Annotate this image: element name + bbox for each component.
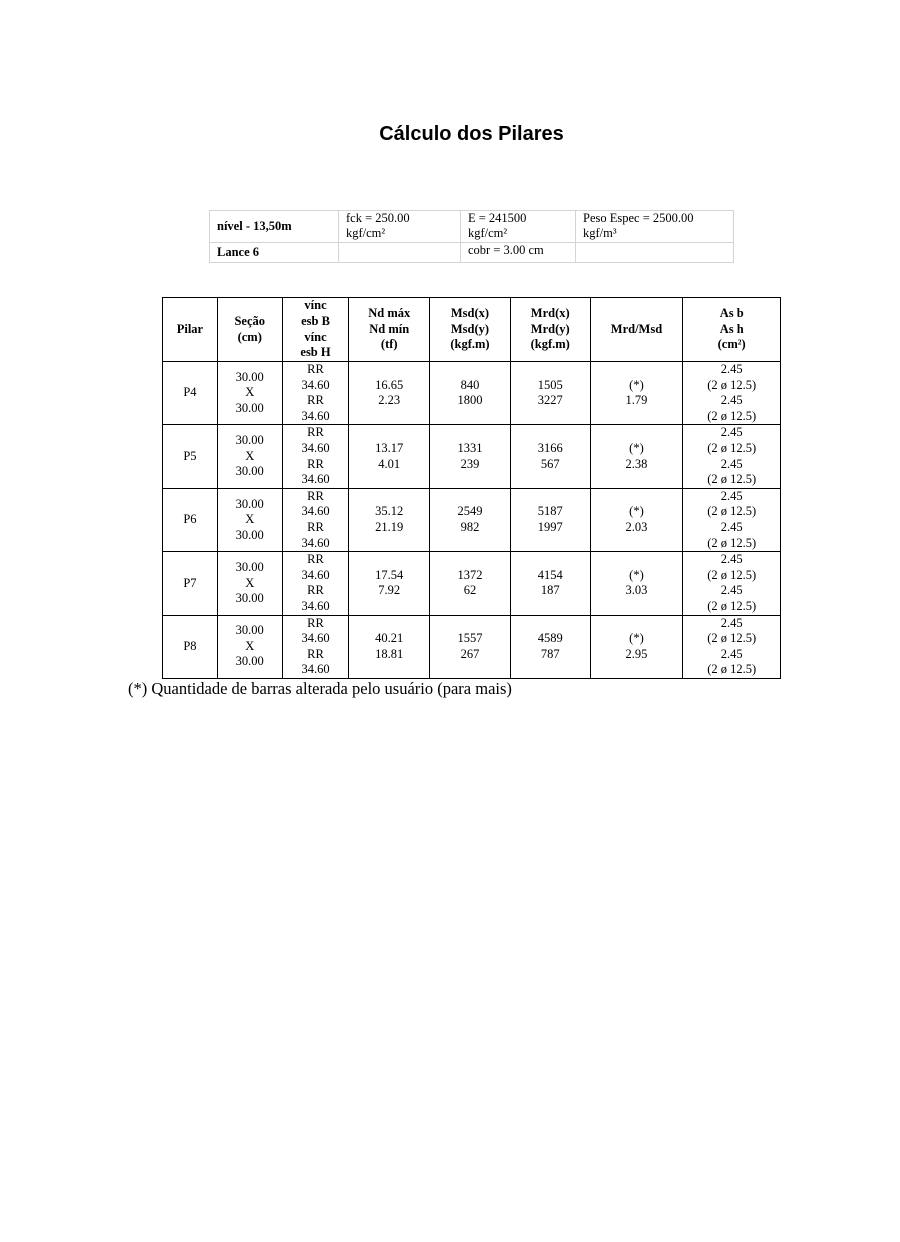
cell-msd: 840 1800 [430,362,511,425]
cell-nd: 16.65 2.23 [349,362,430,425]
empty-cell [339,243,461,263]
cell-pilar: P7 [163,552,218,615]
cell-mrd: 1505 3227 [510,362,590,425]
cell-nd: 17.54 7.92 [349,552,430,615]
table-row [163,615,781,678]
header-nd: Nd máx Nd mín (tf) [349,298,430,362]
cell-secao: 30.00 X 30.00 [217,615,282,678]
cell-mrd: 4154 187 [510,552,590,615]
header-mrd: Mrd(x) Mrd(y) (kgf.m) [510,298,590,362]
cell-ratio: (*) 2.95 [590,615,683,678]
cell-msd: 2549 982 [430,488,511,551]
cell-secao: 30.00 X 30.00 [217,552,282,615]
header-pilar: Pilar [163,298,218,362]
parameters-table [209,210,734,263]
cell-mrd: 5187 1997 [510,488,590,551]
table-row [163,362,781,425]
lance-label: Lance 6 [210,243,339,263]
cell-secao: 30.00 X 30.00 [217,425,282,488]
header-secao: Seção (cm) [217,298,282,362]
cell-as: 2.45 (2 ø 12.5) 2.45 (2 ø 12.5) [683,362,781,425]
cell-secao: 30.00 X 30.00 [217,362,282,425]
cell-pilar: P8 [163,615,218,678]
header-mrd-msd: Mrd/Msd [590,298,683,362]
cell-as: 2.45 (2 ø 12.5) 2.45 (2 ø 12.5) [683,425,781,488]
cell-vinc: RR 34.60 RR 34.60 [282,615,349,678]
cell-as: 2.45 (2 ø 12.5) 2.45 (2 ø 12.5) [683,552,781,615]
cell-as: 2.45 (2 ø 12.5) 2.45 (2 ø 12.5) [683,488,781,551]
cell-vinc: RR 34.60 RR 34.60 [282,552,349,615]
page-title: Cálculo dos Pilares [379,123,564,145]
cell-msd: 1557 267 [430,615,511,678]
cell-vinc: RR 34.60 RR 34.60 [282,362,349,425]
rows-body [163,362,781,679]
peso-cell: Peso Espec = 2500.00 kgf/m³ [576,211,734,243]
cell-ratio: (*) 3.03 [590,552,683,615]
table-row [163,488,781,551]
cell-msd: 1331 239 [430,425,511,488]
table-row [163,552,781,615]
cell-pilar: P5 [163,425,218,488]
fck-cell: fck = 250.00 kgf/cm² [339,211,461,243]
cell-pilar: P6 [163,488,218,551]
cell-mrd: 3166 567 [510,425,590,488]
pillars-table [162,297,781,679]
nivel-label: nível - 13,50m [210,211,339,243]
cell-vinc: RR 34.60 RR 34.60 [282,425,349,488]
cell-vinc: RR 34.60 RR 34.60 [282,488,349,551]
header-msd: Msd(x) Msd(y) (kgf.m) [430,298,511,362]
cell-mrd: 4589 787 [510,615,590,678]
e-cell: E = 241500 kgf/cm² [461,211,576,243]
cell-pilar: P4 [163,362,218,425]
header-vinc-esb: vínc esb B vínc esb H [282,298,349,362]
header-as: As b As h (cm²) [683,298,781,362]
footnote: (*) Quantidade de barras alterada pelo usuário (para mais) [128,679,512,698]
cell-nd: 35.12 21.19 [349,488,430,551]
empty-cell [576,243,734,263]
table-row [163,425,781,488]
header-row [163,298,781,362]
cell-ratio: (*) 1.79 [590,362,683,425]
cell-ratio: (*) 2.38 [590,425,683,488]
cell-nd: 40.21 18.81 [349,615,430,678]
cell-msd: 1372 62 [430,552,511,615]
cobr-cell: cobr = 3.00 cm [461,243,576,263]
cell-ratio: (*) 2.03 [590,488,683,551]
cell-nd: 13.17 4.01 [349,425,430,488]
cell-as: 2.45 (2 ø 12.5) 2.45 (2 ø 12.5) [683,615,781,678]
cell-secao: 30.00 X 30.00 [217,488,282,551]
